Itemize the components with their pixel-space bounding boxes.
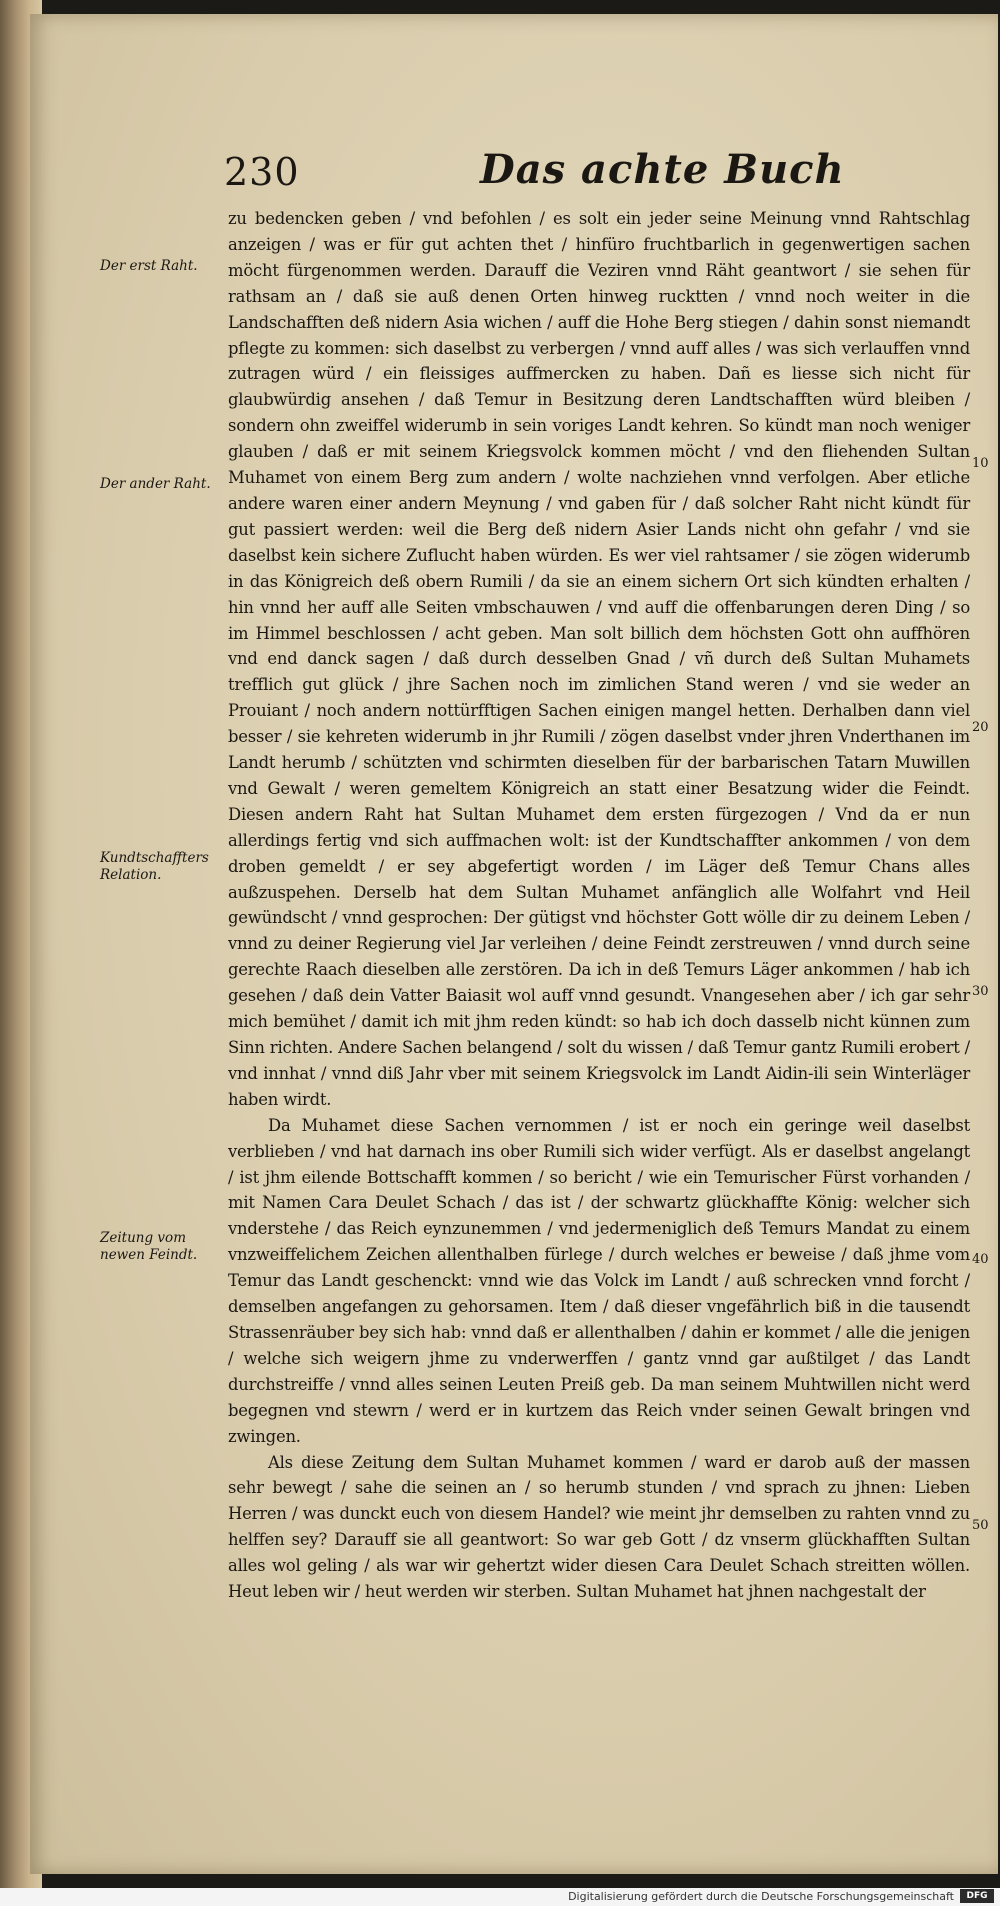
digitization-credit: Digitalisierung gefördert durch die Deutsche Forschungsgemeinschaft [568,1890,954,1903]
line-number: 20 [972,720,989,735]
paragraph: zu bedencken geben / vnd befohlen / es solt ein jeder seine Meinung vnnd Rahtschlag anzeigen / was er für gut achten thet / hinfüro fruchtbarlich in gegenwertigen sachen möcht fürgenommen werden. Darauff die Veziren vnnd Räht geantwort / sie sehen für rathsam an / daß sie auß denen Orten hinweg rucktten / vnnd noch weiter in die Landschafften deß nidern Asia wichen / auff die Hohe Berg stiegen / dahin sonst niemandt pflegte zu kommen: sich daselbst zu verbergen / vnnd auff alles / was sich verlauffen vnnd zutragen würd / ein fleissiges auffmercken zu haben. Dañ es liesse sich nicht für glaubwürdig ansehen / daß Temur in Besitzung deren Landtschafften würd bleiben / sondern ohn zweiffel widerumb in sein voriges Landt kehren. So kündt man noch weniger glauben / daß er mit seinem Kriegsvolck kommen möcht / vnd den fliehenden Sultan Muhamet von einem Berg zum andern / wolte nachziehen vnnd verfolgen. Aber etliche andere waren einer andern Meynung / vnd gaben für / daß solcher Raht nicht kündt für gut passiert werden: weil die Berg deß nidern Asier Lands nicht ohn gefahr / vnd sie daselbst kein sichere Zuflucht haben würden. Es wer viel rahtsamer / sie zögen widerumb in das Königreich deß obern Rumili / da sie an einem sichern Ort sich kündten erhalten / hin vnnd her auff alle Seiten vmbschauwen / vnd auff die offenbarungen deren Ding / so im Himmel beschlossen / acht geben. Man solt billich dem höchsten Gott ohn auffhören vnd end danck sagen / daß durch desselben Gnad / vñ durch deß Sultan Muhamets trefflich gut glück / jhre Sachen noch im zimlichen Stand weren / vnd sie weder an Prouiant / noch andern nottürfftigen Sachen einigen mangel hetten. Derhalben dann viel besser / sie kehreten widerumb in jhr Rumili / zögen daselbst vnder jhren Vnderthanen im Landt herumb / schützten vnd schirmten dieselben für der barbarischen Tatarn Muwillen vnd Gewalt / weren gemeltem Königreich an statt einer Besatzung wider die Feindt. Diesen andern Raht hat Sultan Muhamet dem ersten fürgezogen / Vnd da er nun allerdings fertig vnd sich auffmachen wolt: ist der Kundtschaffter ankommen / von dem droben gemeldt / er sey abgefertigt worden / im Läger deß Temur Chans alles außzuspehen. Derselb hat dem Sultan Muhamet anfänglich alle Wolfahrt vnd Heil gewündscht / vnnd gesprochen: Der gütigst vnd höchster Gott wölle dir zu deinem Leben / vnnd zu deiner Regierung viel Jar verleihen / deine Feindt zerstreuwen / vnnd durch seine gerechte Raach dieselben alle zerstören. Da ich in deß Temurs Läger ankommen / hab ich gesehen / daß dein Vatter Baiasit wol auff vnnd gesundt. Vnangesehen aber / ich gar sehr mich bemühet / damit ich mit jhm reden kündt: so hab ich doch dasselb nicht künnen zum Sinn richten. Andere Sachen belangend / solt du wissen / daß Temur gantz Rumili erobert / vnd innhat / vnnd diß Jahr vber mit seinem Kriegsvolck im Landt Aidin-ili sein Winterläger haben wirdt. [228,209,970,1109]
page-number: 230 [224,150,300,194]
margin-note-spy-report: Kundtschaffters Relation. [100,850,209,883]
body-text [228,206,970,1605]
line-number: 30 [972,984,989,999]
paragraph: Als diese Zeitung dem Sultan Muhamet kommen / ward er darob auß der massen sehr bewegt / sahe die seinen an / so herumb stunden / vnd sprach zu jhnen: Lieben Herren / was dunckt euch von diesem Handel? wie meint jhr demselben zu rahten vnnd zu helffen sey? Darauff sie all geantwort: So war geb Gott / dz vnserm glückhafften Sultan alles wol geling / als war wir gehertzt wider diesen Cara Deulet Schach streitten wöllen. Heut leben wir / heut werden wir sterben. Sultan Muhamet hat jhnen nachgestalt der [228,1452,970,1602]
margin-note-new-enemy: Zeitung vom newen Feindt. [100,1230,198,1263]
margin-note-second-counsel: Der ander Raht. [100,476,211,492]
running-head: Das achte Buch [480,146,845,193]
dfg-logo: DFG [960,1889,994,1903]
paragraph: Da Muhamet diese Sachen vernommen / ist er noch ein geringe weil daselbst verblieben / vnd hat darnach ins ober Rumili sich wider verfügt. Als er daselbst angelangt / ist jhm eilende Bottschafft kommen / so bericht / wie ein Temurischer Fürst vorhanden / mit Namen Cara Deulet Schach / das ist / der schwartz glückhaffte König: welcher sich vnderstehe / das Reich eynzunemmen / vnd jedermeniglich deß Temurs Mandat zu einem vnzweiffelichem Zeichen allenthalben fürlege / durch welches er beweise / daß jhme vom Temur das Landt geschenckt: vnnd wie das Volck im Landt / auß schrecken vnnd forcht / demselben angefangen zu gehorsamen. Item / daß dieser vngefährlich biß in die tausendt Strassenräuber bey sich hab: vnnd daß er allenthalben / dahin er kommet / alle die jenigen / welche sich weigern jhme zu vnderwerffen / gantz vnnd gar außtilget / das Landt durchstreiffe / vnnd alles seinen Leuten Preiß geb. Da man seinem Muhtwillen nicht werd begegnen vnd stewrn / werd er in kurtzem das Reich vnder seinen Gewalt bringen vnd zwingen. [228,1115,970,1446]
line-number: 50 [972,1518,989,1533]
margin-note-first-counsel: Der erst Raht. [100,258,198,274]
line-number: 40 [972,1252,989,1267]
line-number: 10 [972,456,989,471]
